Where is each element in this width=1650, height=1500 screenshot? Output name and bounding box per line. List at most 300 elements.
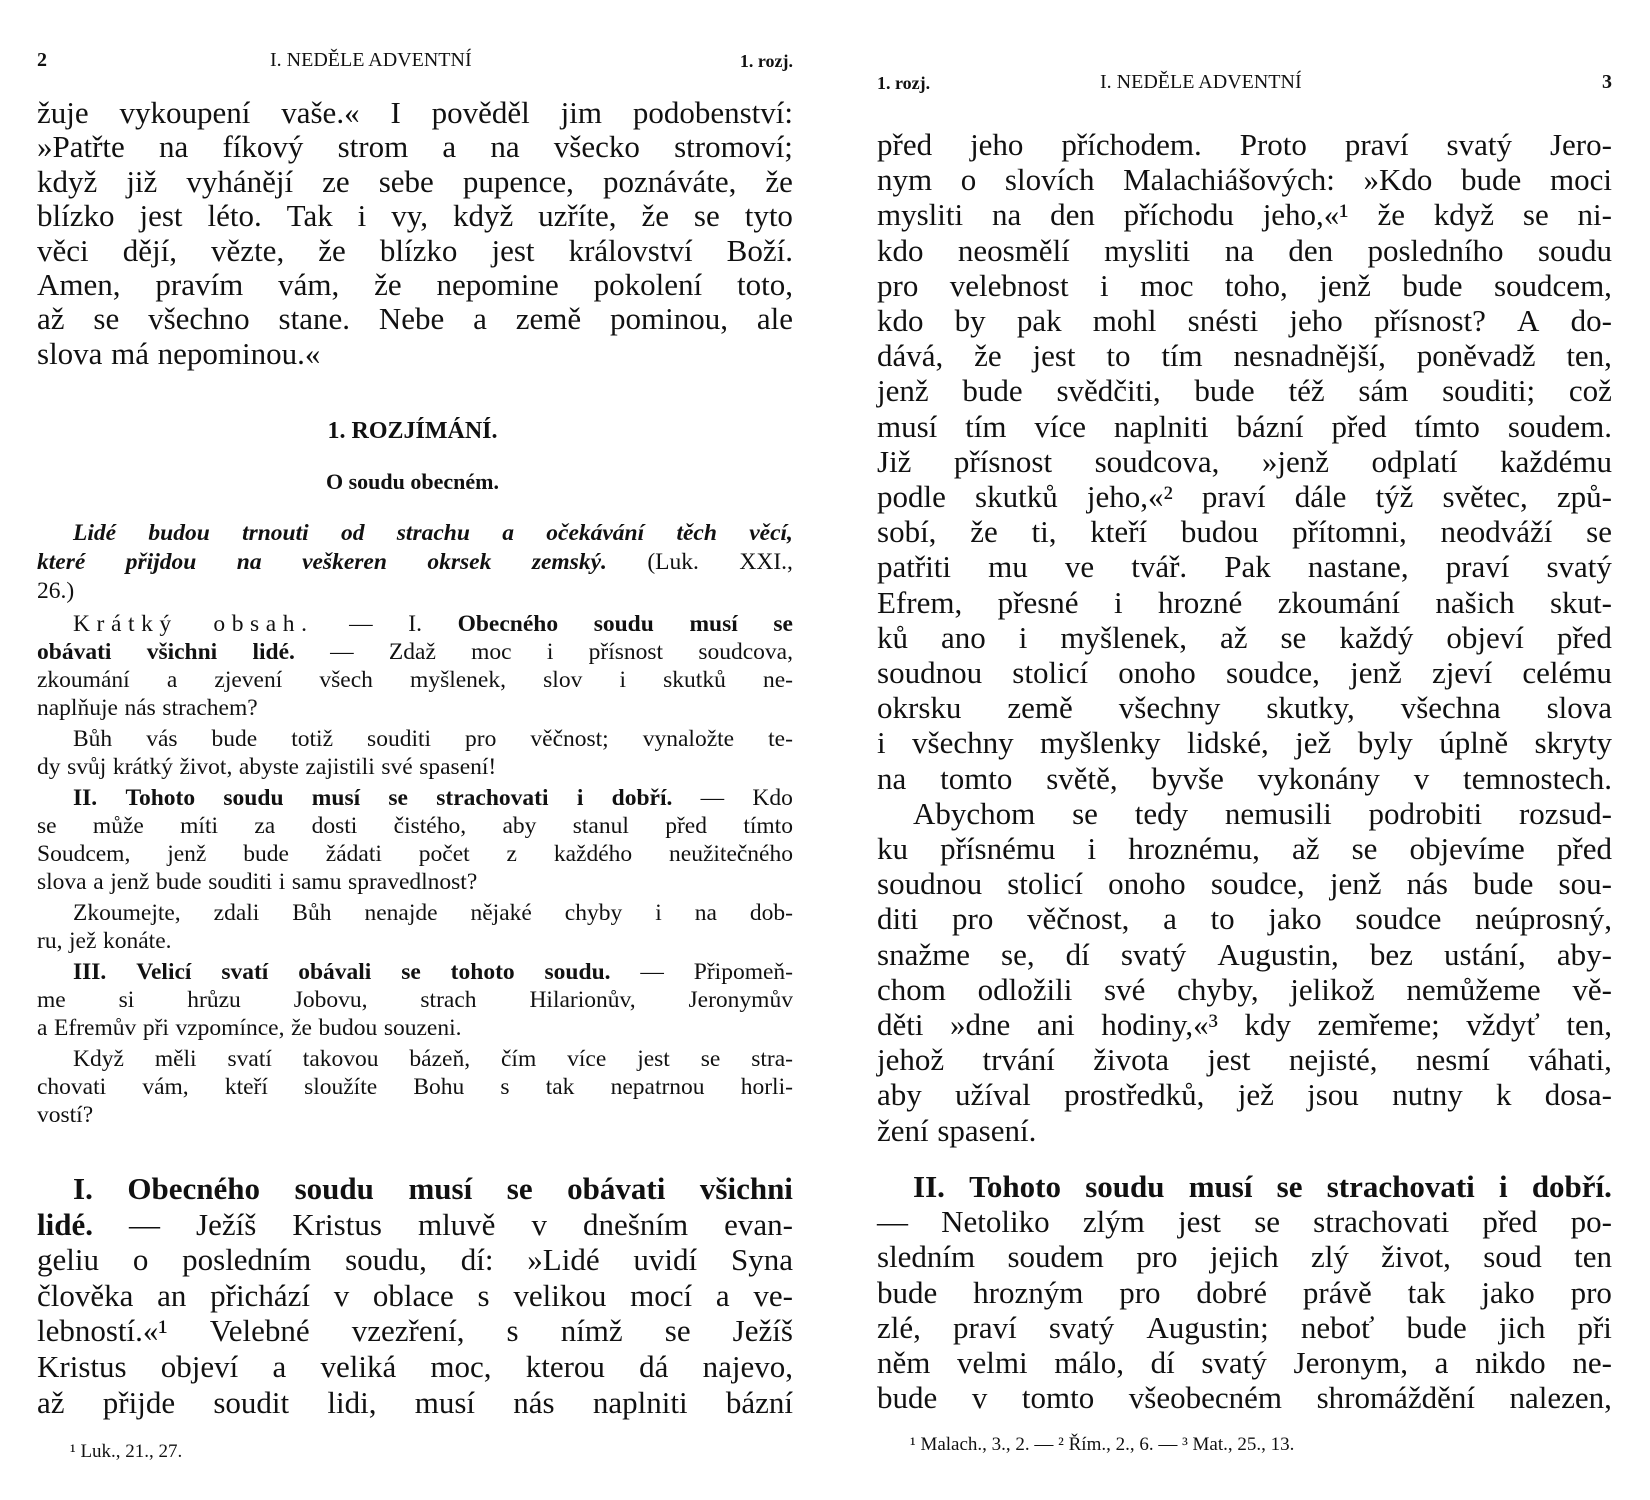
word: již [126,163,158,199]
word: te- [768,726,793,752]
word: svůj [67,754,107,780]
text-line [877,725,1612,760]
word: všechny [1118,690,1221,726]
word: před [665,813,707,839]
text-line [37,1385,793,1421]
word: váhati, [1528,1042,1612,1078]
word: A [1517,303,1540,339]
word: hrůzu [187,987,241,1013]
word: podle [877,479,946,515]
word: těch [676,520,717,546]
word: člověka [37,1277,134,1313]
text-line [877,937,1612,972]
point-two-text [877,1169,1612,1415]
word: před [1556,831,1612,867]
word: více [1034,408,1087,444]
word: Augustin, [1217,936,1339,972]
word: jeho,«¹ [1262,197,1349,233]
word: dá [639,1348,669,1384]
paragraph [37,610,793,722]
word: konáte. [103,928,172,954]
word: všichni [699,1171,793,1206]
text-line [37,1207,793,1243]
word: III. [73,959,107,985]
word: krátký [112,754,173,780]
word: království [568,232,693,268]
word: toho, [1224,267,1288,303]
text-line [877,1204,1612,1239]
word: Proto [1239,127,1307,162]
word: mocí [630,1277,693,1313]
word: pro [1570,1274,1612,1310]
word: Velebné [209,1313,310,1349]
word: stane. [278,301,350,337]
word: jeho [1289,303,1343,339]
paragraph [37,725,793,781]
word: jež [69,928,97,954]
word: svatý [1120,936,1187,972]
word: musí [414,1384,476,1420]
word: přítomni, [1292,514,1407,550]
text-line [37,725,793,753]
word: aby [502,813,537,839]
word: lidé. [37,1206,93,1242]
word: — [640,959,664,985]
word: stra- [751,1046,793,1072]
text-line [877,655,1612,690]
word: strachem? [162,695,258,721]
text-line [37,1171,793,1207]
word: soudcova, [1094,443,1220,479]
word: sobí, [877,514,937,550]
word: všichni [146,639,218,665]
word: v [333,1277,350,1313]
word: lidé. [252,639,295,665]
text-line [37,610,793,638]
word: diti [877,901,919,937]
word: žení [877,1112,929,1148]
word: přísnému [940,831,1056,867]
word: tyto [744,198,793,234]
word: slova [1546,690,1612,726]
word: dějí, [122,232,177,268]
word: Jobovu, [293,987,368,1013]
word: země [1007,690,1073,726]
word: tím [965,408,1007,444]
word: nesnadnější, [1233,338,1386,374]
word: ve [1064,549,1095,585]
word: dává, [877,338,944,374]
word: skryty [1534,725,1612,761]
word: všecko [553,129,640,165]
word: pokolení [593,267,703,303]
word: neosmělí [957,232,1070,268]
word: a [93,869,104,895]
word: o [960,162,977,198]
word: sám [1358,373,1409,409]
word: I [390,95,401,130]
word: souditi; [1442,373,1536,409]
word: a [473,301,487,337]
word: chyby [564,900,623,926]
body-text [877,127,1612,1148]
word: si [118,987,135,1013]
word: očekávání [546,520,645,546]
word: které [37,549,86,575]
word: Ježíš [732,1313,793,1349]
word: věčnost, [1026,901,1130,937]
word: strachovati [1326,1169,1475,1204]
text-line [877,1239,1612,1274]
text-line [877,233,1612,268]
word: všech [319,667,373,693]
text-line [877,444,1612,479]
word: dobří. [1531,1169,1612,1204]
word: všechny [912,725,1014,761]
word: kteří [1090,514,1148,550]
text-line [877,585,1612,620]
word: nenajde [364,900,438,926]
word: bude [243,841,289,867]
word: za [254,813,276,839]
word: spravedlnost? [348,869,478,895]
word: den [1050,197,1095,233]
word: vostí? [37,1102,94,1128]
text-line [877,1007,1612,1042]
word: se [1254,1204,1281,1240]
text-line [877,972,1612,1007]
paragraph [37,96,793,371]
word: Jeronymův [688,987,793,1013]
word: zajistili [305,754,375,780]
word: až [37,301,65,337]
word: pro [465,726,497,752]
paragraph [37,899,793,955]
word: všeobecném [1128,1380,1283,1416]
word: dosti [311,813,358,839]
word: jako [1481,1274,1535,1310]
word: ale [756,301,793,337]
word: nás [513,1384,555,1420]
word: bude [211,726,258,752]
word: dí [1150,1345,1175,1381]
word: bude [877,1380,938,1416]
word: okrsek [427,549,492,575]
word: XXI., [739,549,793,575]
word: Kdo [752,785,793,811]
word: pro [1119,1274,1161,1310]
word: zlý [1310,1239,1349,1275]
word: i [877,725,886,761]
word: totiž [291,726,334,752]
word: na [877,760,907,796]
word: strachu [396,520,470,546]
word: pak [1016,303,1062,339]
word: i [278,869,286,895]
word: se [506,1171,533,1206]
word: snésti [1187,303,1259,339]
text-line [877,620,1612,655]
word: což [1568,373,1612,409]
word: velikou [513,1277,607,1313]
word: — [877,1204,908,1240]
word: před [1482,1204,1538,1240]
word: jsou [1307,1077,1359,1113]
word: Boží. [726,232,793,268]
word: i [655,900,662,926]
word: nějaké [470,900,532,926]
word: přísnost [953,443,1053,479]
meditation-heading: 1. ROZJÍMÁNÍ. [327,418,498,444]
text-line [877,338,1612,373]
word: své [381,754,413,780]
text-line [37,1014,793,1042]
word: zkoumání [37,667,130,693]
word: Amen, [37,267,121,303]
word: uvidí [633,1242,698,1278]
text-line [37,840,793,868]
text-line [877,479,1612,514]
word: strachovati [436,785,549,811]
word: odplatí [1371,443,1458,479]
word: když [37,163,98,199]
word: soudnou [877,866,983,902]
word: vy, [391,198,428,234]
word: ku [877,831,908,867]
paragraph [877,127,1612,796]
summary [37,610,793,1129]
page-number: 2 [37,49,47,71]
word: me [37,987,66,1013]
word: své [1104,971,1146,1007]
word: zlým [1082,1204,1145,1240]
word: když [1433,197,1495,233]
word: Když [73,1046,124,1072]
word: ze [322,163,350,199]
text-line [37,812,793,840]
word: dobré [1196,1274,1268,1310]
word: i [1113,584,1123,620]
word: budou [318,1015,378,1041]
word: vám, [278,267,340,303]
word: každému [1500,443,1612,479]
word: dobří. [611,785,673,811]
word: měli [154,1046,197,1072]
word: způ- [1556,479,1612,515]
word: na [1224,232,1254,268]
text-line [877,1275,1612,1310]
word: naplniti [592,1384,688,1420]
word: se [693,198,720,234]
word: užíval [955,1077,1031,1113]
word: blízko [379,232,458,268]
word: při [1577,1309,1612,1345]
word: jenž [1350,655,1402,691]
word: spasení. [937,1112,1037,1148]
word: prostředků, [1064,1077,1205,1113]
word: Tohoto [125,785,196,811]
word: poznáváte, [602,163,737,199]
word: úplně [1439,725,1509,761]
word: o [132,1242,149,1278]
word: vzpomínce, [175,1015,285,1041]
word: dí [1065,936,1090,972]
word: Augustin; [1146,1309,1269,1345]
word: mluvě [417,1206,496,1242]
word: na [236,549,262,575]
word: 26.) [37,578,75,604]
word: může [92,813,144,839]
word: zemřeme; [1317,1007,1440,1043]
word: jenž [1319,267,1371,303]
word: geliu [37,1242,99,1278]
word: slovích [1004,162,1095,198]
running-title: I. NEDĚLE ADVENTNÍ [1100,71,1302,93]
word: každý [1339,619,1414,655]
word: oblace [372,1277,454,1313]
word: — [349,611,373,637]
motto [37,519,793,606]
word: v [1413,760,1430,796]
word: nutny [1392,1077,1463,1113]
word: zkoumání [1277,584,1400,620]
text-line [37,1242,793,1278]
word: tomto [940,760,1013,796]
word: souzeni. [383,1015,462,1041]
word: skutků [663,667,726,693]
word: se [1522,197,1549,233]
word: jich [1498,1309,1546,1345]
point-one-text [37,1171,793,1420]
text-line [877,197,1612,232]
word: veškeren [302,549,387,575]
word: příchodem. [1061,127,1202,162]
paragraph [37,784,793,896]
word: příchodu [1123,197,1234,233]
word: Netoliko [941,1204,1050,1240]
word: naplniti [1113,408,1209,444]
text-line [37,337,793,371]
word: Bůh [292,900,332,926]
word: »Kdo [1363,162,1433,198]
word: dále [1294,479,1347,515]
word: soudu [593,611,654,637]
word: svatý [1546,549,1612,585]
page-number: 3 [1602,71,1612,93]
word: tedy [1134,795,1189,831]
word: byly [1357,725,1413,761]
word: málo, [1054,1345,1125,1381]
word: též [1288,373,1325,409]
word: se [401,959,421,985]
word: bude [155,869,202,895]
word: ano [941,619,986,655]
word: světec, [1442,479,1528,515]
word: samu [291,869,342,895]
word: lidi, [327,1384,377,1420]
word: tímto [743,813,793,839]
word: pravím [155,267,244,303]
text-line [37,577,793,606]
word: nalezen, [1509,1380,1612,1416]
word: onoho [1118,655,1196,691]
word: Bohu [413,1074,465,1100]
text-line [37,165,793,199]
text-line [877,1169,1612,1204]
word: najevo, [702,1348,793,1384]
text-line [37,927,793,955]
word: od [340,520,365,546]
meditation-subtitle: O soudu obecném. [326,469,499,494]
text-line [37,130,793,164]
word: souditi [208,869,273,895]
word: odložili [977,971,1073,1007]
word: život, [179,754,233,780]
word: soudcem, [1493,267,1612,303]
text-line [877,1077,1612,1112]
word: hroznému, [1128,831,1260,867]
word: všechno [148,301,250,337]
word: soudu [1537,232,1612,268]
word: se [773,611,793,637]
word: jest [491,232,535,268]
word: nemusili [1224,795,1332,831]
word: objeví [1446,619,1524,655]
paragraph [877,796,1612,1148]
word: Soudcem, [37,841,131,867]
word: pověděl [431,95,530,130]
word: až [37,1384,65,1420]
word: Tohoto [969,1169,1061,1204]
word: kdo [877,232,924,268]
word: Jero- [1549,127,1612,162]
word: vzezření, [351,1313,465,1349]
word: věčnost; [530,726,609,752]
word: an [157,1277,187,1313]
word: tak [1407,1274,1446,1310]
word: budou [148,520,210,546]
word: Nebe [378,301,445,337]
word: že [641,198,669,234]
word: fíkový [222,129,304,165]
word: přísnost [588,639,664,665]
word: veliká [320,1348,397,1384]
word: bázní [1236,408,1304,444]
word: Efremův [54,1015,137,1041]
word: stolicí [1012,655,1089,691]
word: našich [1435,584,1515,620]
word: míti [180,813,219,839]
footnote: ¹ Luk., 21., 27. [70,1441,183,1462]
word: ustání, [1443,936,1526,972]
word: soudu [294,1171,374,1206]
word: bude [1461,162,1522,198]
word: bázní [725,1384,793,1420]
word: a [502,520,514,546]
paragraph [37,958,793,1042]
word: se, [1001,936,1035,972]
word: moci [1549,162,1612,198]
word: Syna [730,1242,793,1278]
word: mu [988,549,1028,585]
word: neužitečného [669,841,793,867]
word: léto. [207,198,262,234]
word: jež [1237,1077,1274,1113]
word: a [715,1277,730,1313]
word: sou- [1558,866,1612,902]
word: Zdaž [388,639,436,665]
text-line [37,302,793,336]
